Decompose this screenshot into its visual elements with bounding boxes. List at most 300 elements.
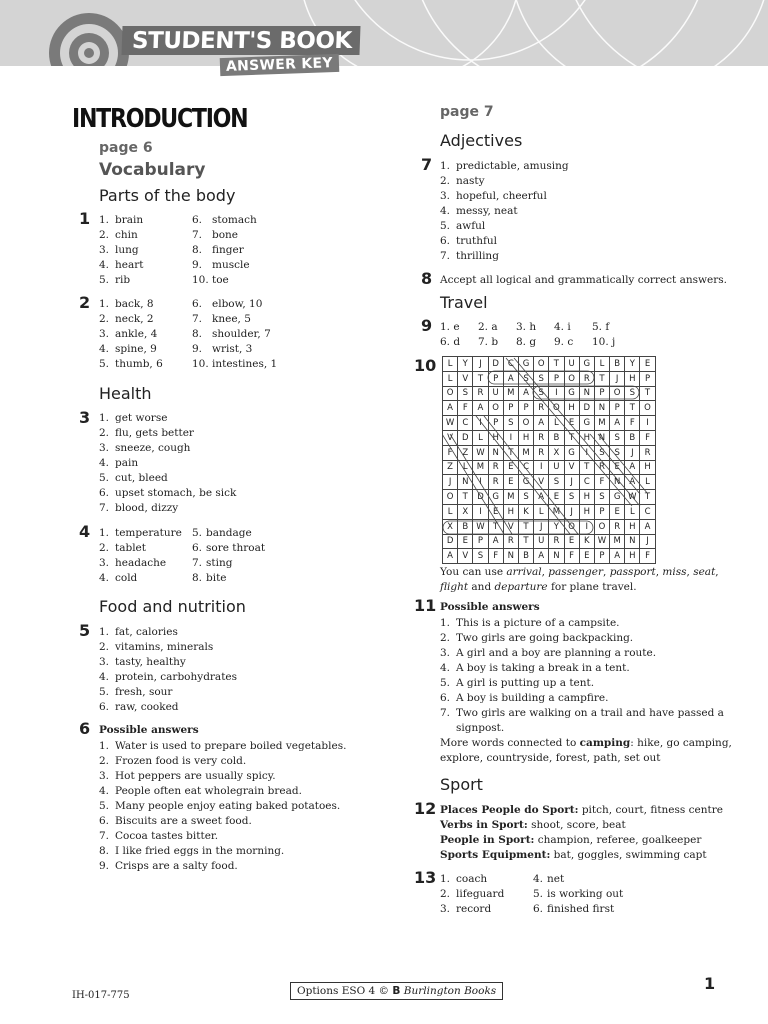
q6-answers bbox=[99, 739, 346, 874]
grid-cell: U bbox=[564, 357, 579, 372]
grid-cell: I bbox=[579, 519, 594, 534]
grid-cell: V bbox=[503, 519, 518, 534]
header-band bbox=[0, 0, 768, 66]
grid-cell: R bbox=[488, 460, 503, 475]
grid-cell: G bbox=[518, 475, 533, 490]
grid-cell: N bbox=[503, 549, 518, 564]
list-item: 5. rib bbox=[99, 274, 131, 286]
grid-cell: V bbox=[534, 475, 549, 490]
grid-cell: R bbox=[579, 371, 594, 386]
grid-cell: Y bbox=[625, 357, 640, 372]
list-item: 1. fat, calories bbox=[99, 626, 178, 638]
list-item: 7. Two girls are walking on a trail and have passed a bbox=[440, 707, 724, 719]
grid-cell: L bbox=[443, 357, 458, 372]
grid-cell: X bbox=[549, 445, 564, 460]
list-item: 5. thumb, 6 bbox=[99, 358, 163, 370]
page-label-6: page 6 bbox=[99, 140, 153, 156]
target-logo-icon bbox=[46, 10, 132, 66]
question-number-13: 13 bbox=[414, 868, 437, 887]
grid-cell: H bbox=[579, 430, 594, 445]
grid-cell: O bbox=[534, 357, 549, 372]
list-item: 4. heart bbox=[99, 259, 144, 271]
grid-cell: O bbox=[443, 490, 458, 505]
grid-cell: Y bbox=[549, 519, 564, 534]
list-item: 7. knee, 5 bbox=[192, 313, 251, 325]
list-item: 9. wrist, 3 bbox=[192, 343, 253, 355]
grid-cell: O bbox=[640, 401, 655, 416]
q4-col2 bbox=[192, 526, 265, 586]
list-item: 6. d bbox=[440, 336, 461, 348]
list-item: 10. intestines, 1 bbox=[192, 358, 278, 370]
list-item: 2. vitamins, minerals bbox=[99, 641, 214, 653]
grid-cell: O bbox=[443, 386, 458, 401]
list-item: 2. chin bbox=[99, 229, 138, 241]
grid-cell: E bbox=[564, 534, 579, 549]
list-item: 3. h bbox=[516, 321, 537, 333]
grid-cell: E bbox=[564, 416, 579, 431]
list-item: 4. spine, 9 bbox=[99, 343, 157, 355]
grid-cell: F bbox=[625, 416, 640, 431]
grid-cell: U bbox=[549, 460, 564, 475]
word-search-markings bbox=[442, 356, 654, 556]
list-item: 6. finished first bbox=[533, 903, 615, 915]
q9-row-1 bbox=[440, 320, 630, 335]
grid-cell: E bbox=[610, 460, 625, 475]
grid-cell: G bbox=[579, 357, 594, 372]
grid-cell: L bbox=[473, 430, 488, 445]
list-item: 2. flu, gets better bbox=[99, 427, 194, 439]
list-item: 9. Crisps are a salty food. bbox=[99, 860, 238, 872]
grid-cell: P bbox=[549, 371, 564, 386]
grid-cell: P bbox=[503, 401, 518, 416]
grid-cell: P bbox=[640, 371, 655, 386]
list-item: 5. Many people enjoy eating baked potatoes. bbox=[99, 800, 341, 812]
grid-cell: W bbox=[473, 445, 488, 460]
q13-col1 bbox=[440, 872, 533, 917]
grid-cell: K bbox=[579, 534, 594, 549]
grid-cell: I bbox=[640, 416, 655, 431]
list-item: 4. cold bbox=[99, 572, 138, 584]
list-item: 6. raw, cooked bbox=[99, 701, 179, 713]
grid-cell: A bbox=[625, 460, 640, 475]
grid-cell: J bbox=[443, 475, 458, 490]
q1-answers bbox=[99, 213, 257, 288]
grid-cell: A bbox=[534, 549, 549, 564]
grid-cell: P bbox=[594, 549, 609, 564]
grid-cell: J bbox=[610, 371, 625, 386]
list-item: 9. muscle bbox=[192, 259, 250, 271]
adjectives-heading: Adjectives bbox=[440, 131, 523, 150]
q1-col2 bbox=[192, 213, 257, 288]
grid-cell: F bbox=[443, 445, 458, 460]
grid-cell: S bbox=[625, 386, 640, 401]
grid-cell: D bbox=[443, 534, 458, 549]
grid-cell: J bbox=[564, 504, 579, 519]
list-item: 1. Water is used to prepare boiled vegetables. bbox=[99, 740, 347, 752]
grid-cell: S bbox=[458, 386, 473, 401]
list-item: 7. Cocoa tastes bitter. bbox=[99, 830, 219, 842]
grid-cell: E bbox=[488, 504, 503, 519]
grid-cell: N bbox=[579, 386, 594, 401]
grid-cell: M bbox=[549, 504, 564, 519]
grid-cell: O bbox=[549, 401, 564, 416]
grid-cell: T bbox=[640, 490, 655, 505]
q8-answer: Accept all logical and grammatically correct answers. bbox=[440, 274, 727, 286]
grid-cell: A bbox=[503, 371, 518, 386]
list-item: 3. record bbox=[440, 903, 492, 915]
list-item: 3. ankle, 4 bbox=[99, 328, 158, 340]
list-item: 3. A girl and a boy are planning a route. bbox=[440, 647, 657, 659]
list-item: 4. A boy is taking a break in a tent. bbox=[440, 662, 630, 674]
question-number-8: 8 bbox=[421, 269, 433, 288]
grid-cell: H bbox=[518, 430, 533, 445]
grid-cell: S bbox=[473, 549, 488, 564]
list-item: 7. sting bbox=[192, 557, 233, 569]
grid-cell: I bbox=[579, 445, 594, 460]
grid-cell: F bbox=[458, 401, 473, 416]
question-number-7: 7 bbox=[421, 155, 433, 174]
list-item: 1. coach bbox=[440, 873, 488, 885]
grid-cell: L bbox=[549, 416, 564, 431]
grid-cell: N bbox=[458, 475, 473, 490]
grid-cell: X bbox=[443, 519, 458, 534]
list-item: 10. j bbox=[592, 336, 616, 348]
grid-cell: T bbox=[640, 386, 655, 401]
grid-cell: T bbox=[625, 401, 640, 416]
grid-cell: G bbox=[564, 386, 579, 401]
grid-cell: B bbox=[458, 519, 473, 534]
grid-cell: F bbox=[564, 549, 579, 564]
list-item: 8. shoulder, 7 bbox=[192, 328, 271, 340]
grid-cell: N bbox=[610, 475, 625, 490]
grid-cell: N bbox=[549, 549, 564, 564]
grid-cell: B bbox=[518, 549, 533, 564]
question-number-5: 5 bbox=[79, 621, 91, 640]
grid-cell: P bbox=[488, 371, 503, 386]
grid-cell: L bbox=[640, 475, 655, 490]
grid-cell: F bbox=[594, 475, 609, 490]
grid-cell: U bbox=[488, 386, 503, 401]
grid-cell: R bbox=[534, 401, 549, 416]
grid-cell: G bbox=[610, 490, 625, 505]
grid-cell: F bbox=[488, 549, 503, 564]
q4-answers bbox=[99, 526, 265, 586]
grid-cell: L bbox=[443, 504, 458, 519]
grid-cell: T bbox=[564, 430, 579, 445]
grid-cell: H bbox=[625, 549, 640, 564]
list-item: 7. bone bbox=[192, 229, 239, 241]
grid-cell: A bbox=[443, 401, 458, 416]
grid-cell: H bbox=[503, 504, 518, 519]
grid-cell: X bbox=[458, 504, 473, 519]
grid-cell: I bbox=[534, 460, 549, 475]
grid-cell: Z bbox=[443, 460, 458, 475]
grid-cell: I bbox=[473, 416, 488, 431]
question-number-12: 12 bbox=[414, 799, 437, 818]
grid-cell: V bbox=[458, 371, 473, 386]
question-number-2: 2 bbox=[79, 293, 91, 312]
q2-answers bbox=[99, 297, 277, 372]
grid-cell: C bbox=[518, 460, 533, 475]
grid-cell: P bbox=[610, 401, 625, 416]
grid-cell: O bbox=[488, 401, 503, 416]
grid-cell: S bbox=[534, 371, 549, 386]
q13-answers bbox=[440, 872, 623, 917]
q10-note: You can use arrival, passenger, passport, miss, seat, flight and departure for plane travel. bbox=[440, 566, 719, 593]
q1-col1 bbox=[99, 213, 192, 288]
list-item: 5. fresh, sour bbox=[99, 686, 173, 698]
grid-cell: A bbox=[488, 534, 503, 549]
grid-cell: W bbox=[473, 519, 488, 534]
list-item: 6. elbow, 10 bbox=[192, 298, 263, 310]
grid-cell: B bbox=[610, 357, 625, 372]
grid-cell: D bbox=[579, 401, 594, 416]
list-item: 5. cut, bleed bbox=[99, 472, 168, 484]
grid-cell: E bbox=[503, 475, 518, 490]
grid-cell: E bbox=[503, 460, 518, 475]
list-item: Verbs in Sport: shoot, score, beat bbox=[440, 819, 626, 831]
grid-cell: H bbox=[564, 401, 579, 416]
question-number-9: 9 bbox=[421, 316, 433, 335]
grid-cell: B bbox=[549, 430, 564, 445]
grid-cell: J bbox=[534, 519, 549, 534]
grid-cell: R bbox=[488, 475, 503, 490]
list-item: 7. b bbox=[478, 336, 499, 348]
grid-cell: P bbox=[473, 534, 488, 549]
grid-cell: C bbox=[458, 416, 473, 431]
list-item: 2. nasty bbox=[440, 175, 485, 187]
grid-cell: D bbox=[458, 430, 473, 445]
question-number-11: 11 bbox=[414, 596, 437, 615]
header-subtitle: ANSWER KEY bbox=[220, 54, 339, 76]
grid-cell: S bbox=[610, 445, 625, 460]
q2-col2 bbox=[192, 297, 277, 372]
grid-cell: C bbox=[579, 475, 594, 490]
grid-cell: A bbox=[473, 401, 488, 416]
grid-cell: R bbox=[473, 386, 488, 401]
grid-cell: I bbox=[549, 386, 564, 401]
footer-document-id: IH-017-775 bbox=[72, 990, 130, 1001]
grid-cell: S bbox=[610, 430, 625, 445]
grid-cell: R bbox=[534, 430, 549, 445]
list-item: 6. stomach bbox=[192, 214, 257, 226]
list-item: 2. Frozen food is very cold. bbox=[99, 755, 247, 767]
list-item: 4. pain bbox=[99, 457, 139, 469]
grid-cell: L bbox=[534, 504, 549, 519]
list-item: 1. This is a picture of a campsite. bbox=[440, 617, 620, 629]
list-item: 2. a bbox=[478, 321, 498, 333]
grid-cell: M bbox=[503, 386, 518, 401]
grid-cell: S bbox=[518, 371, 533, 386]
grid-cell: H bbox=[579, 504, 594, 519]
grid-cell: H bbox=[579, 490, 594, 505]
grid-cell: F bbox=[640, 549, 655, 564]
grid-cell: H bbox=[625, 371, 640, 386]
grid-cell: K bbox=[518, 504, 533, 519]
footer-copyright-box: Options ESO 4 © B Burlington Books bbox=[290, 982, 503, 1000]
list-item: 3. Hot peppers are usually spicy. bbox=[99, 770, 276, 782]
parts-of-body-heading: Parts of the body bbox=[99, 186, 236, 205]
list-item: 1. predictable, amusing bbox=[440, 160, 569, 172]
grid-cell: E bbox=[458, 534, 473, 549]
grid-cell: R bbox=[503, 534, 518, 549]
q12-answers bbox=[440, 803, 723, 863]
q6-possible-answers-label: Possible answers bbox=[99, 724, 199, 736]
grid-cell: W bbox=[594, 534, 609, 549]
q9-row-2 bbox=[440, 335, 630, 350]
list-item: 6. A boy is building a campfire. bbox=[440, 692, 609, 704]
list-item: 5. f bbox=[592, 321, 610, 333]
question-number-10: 10 bbox=[414, 356, 437, 375]
grid-cell: H bbox=[488, 430, 503, 445]
grid-cell: L bbox=[458, 460, 473, 475]
list-item: 5. A girl is putting up a tent. bbox=[440, 677, 595, 689]
q3-answers bbox=[99, 411, 236, 516]
grid-cell: Y bbox=[458, 357, 473, 372]
list-item: 7. blood, dizzy bbox=[99, 502, 179, 514]
grid-cell: T bbox=[579, 460, 594, 475]
list-item: 9. c bbox=[554, 336, 574, 348]
question-number-6: 6 bbox=[79, 719, 91, 738]
grid-cell: C bbox=[640, 504, 655, 519]
page-number: 1 bbox=[704, 974, 716, 993]
grid-cell: P bbox=[518, 401, 533, 416]
list-item: 2. tablet bbox=[99, 542, 146, 554]
grid-cell: S bbox=[503, 416, 518, 431]
grid-cell: A bbox=[534, 416, 549, 431]
grid-cell: W bbox=[625, 490, 640, 505]
list-item: 3. hopeful, cheerful bbox=[440, 190, 547, 202]
grid-cell: G bbox=[564, 445, 579, 460]
grid-cell: L bbox=[594, 357, 609, 372]
grid-cell: O bbox=[564, 371, 579, 386]
list-item: 6. upset stomach, be sick bbox=[99, 487, 237, 499]
grid-cell: R bbox=[610, 519, 625, 534]
health-heading: Health bbox=[99, 384, 152, 403]
grid-cell: O bbox=[564, 519, 579, 534]
grid-cell: C bbox=[503, 357, 518, 372]
question-number-4: 4 bbox=[79, 522, 91, 541]
grid-cell: A bbox=[610, 549, 625, 564]
page-title: INTRODUCTION bbox=[72, 104, 248, 134]
list-item: 4. messy, neat bbox=[440, 205, 518, 217]
grid-cell: T bbox=[503, 445, 518, 460]
burlington-logo-icon: B bbox=[392, 985, 401, 997]
grid-cell: A bbox=[518, 386, 533, 401]
grid-cell: U bbox=[534, 534, 549, 549]
grid-cell: H bbox=[625, 519, 640, 534]
q11-more-words: More words connected to camping: hike, go camping, explore, countryside, forest, path, set out bbox=[440, 737, 732, 764]
grid-cell: A bbox=[534, 490, 549, 505]
grid-cell: T bbox=[518, 519, 533, 534]
list-item: 2. lifeguard bbox=[440, 888, 505, 900]
list-item: 1. e bbox=[440, 321, 460, 333]
list-item: 8. bite bbox=[192, 572, 227, 584]
list-item: 1. temperature bbox=[99, 527, 182, 539]
list-item: 1. get worse bbox=[99, 412, 168, 424]
grid-cell: H bbox=[640, 460, 655, 475]
list-item: 8. I like fried eggs in the morning. bbox=[99, 845, 285, 857]
food-nutrition-heading: Food and nutrition bbox=[99, 597, 246, 616]
grid-cell: E bbox=[579, 549, 594, 564]
grid-cell: Z bbox=[458, 445, 473, 460]
list-item: 10. toe bbox=[192, 274, 229, 286]
q11-answers bbox=[440, 616, 724, 736]
grid-cell: P bbox=[488, 416, 503, 431]
q7-answers bbox=[440, 159, 569, 264]
grid-cell: D bbox=[473, 490, 488, 505]
grid-cell: S bbox=[564, 490, 579, 505]
list-item: Sports Equipment: bat, goggles, swimming capt bbox=[440, 849, 707, 861]
grid-cell: R bbox=[534, 445, 549, 460]
grid-cell: T bbox=[549, 357, 564, 372]
grid-cell: B bbox=[625, 430, 640, 445]
grid-cell: T bbox=[458, 490, 473, 505]
grid-cell: W bbox=[443, 416, 458, 431]
grid-cell: M bbox=[594, 416, 609, 431]
grid-cell: T bbox=[473, 371, 488, 386]
grid-cell: S bbox=[534, 386, 549, 401]
grid-cell: I bbox=[473, 504, 488, 519]
grid-cell: O bbox=[518, 416, 533, 431]
grid-cell: G bbox=[518, 357, 533, 372]
grid-cell: G bbox=[488, 490, 503, 505]
grid-cell: J bbox=[564, 475, 579, 490]
list-item: 1. back, 8 bbox=[99, 298, 154, 310]
q11-possible-answers-label: Possible answers bbox=[440, 601, 540, 613]
list-item: 8. finger bbox=[192, 244, 244, 256]
grid-cell: I bbox=[473, 475, 488, 490]
grid-cell: J bbox=[473, 357, 488, 372]
sport-heading: Sport bbox=[440, 775, 483, 794]
list-item: 4. protein, carbohydrates bbox=[99, 671, 238, 683]
grid-cell: T bbox=[488, 519, 503, 534]
q4-col1 bbox=[99, 526, 192, 586]
grid-cell: T bbox=[518, 534, 533, 549]
list-item: 4. People often eat wholegrain bread. bbox=[99, 785, 302, 797]
q2-col1 bbox=[99, 297, 192, 372]
page-label-7: page 7 bbox=[440, 104, 494, 120]
grid-cell: S bbox=[518, 490, 533, 505]
grid-cell: M bbox=[610, 534, 625, 549]
header-title: STUDENT'S BOOK bbox=[121, 26, 360, 55]
list-item: 7. thrilling bbox=[440, 250, 499, 262]
travel-heading: Travel bbox=[440, 293, 488, 312]
list-item: People in Sport: champion, referee, goalkeeper bbox=[440, 834, 702, 846]
grid-cell: E bbox=[640, 357, 655, 372]
list-item: 3. headache bbox=[99, 557, 167, 569]
grid-cell: J bbox=[640, 534, 655, 549]
list-item: signpost. bbox=[456, 722, 505, 734]
list-item: 5. bandage bbox=[192, 527, 252, 539]
grid-cell: N bbox=[594, 401, 609, 416]
grid-cell: L bbox=[625, 504, 640, 519]
grid-cell: E bbox=[549, 490, 564, 505]
grid-cell: V bbox=[564, 460, 579, 475]
grid-cell: I bbox=[503, 430, 518, 445]
grid-cell: E bbox=[610, 504, 625, 519]
list-item: 6. sore throat bbox=[192, 542, 266, 554]
grid-cell: T bbox=[594, 371, 609, 386]
grid-cell: R bbox=[640, 445, 655, 460]
grid-cell: N bbox=[488, 445, 503, 460]
list-item: 2. Two girls are going backpacking. bbox=[440, 632, 634, 644]
grid-cell: G bbox=[579, 416, 594, 431]
grid-cell: R bbox=[549, 534, 564, 549]
list-item: 4. net bbox=[533, 873, 565, 885]
grid-cell: S bbox=[549, 475, 564, 490]
grid-cell: O bbox=[594, 519, 609, 534]
